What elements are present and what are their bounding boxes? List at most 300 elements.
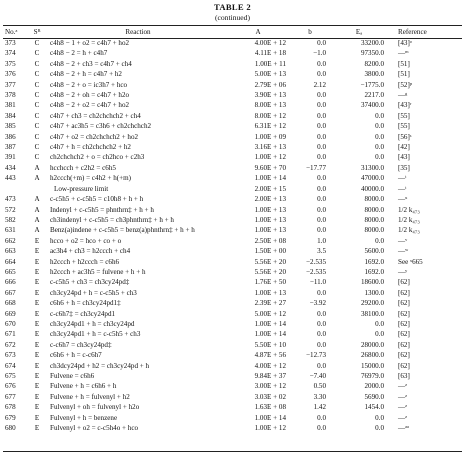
cell-a: 1.00E + 13 xyxy=(254,205,286,214)
cell-b: 0.0 xyxy=(317,132,326,141)
cell-ea: −1775.0 xyxy=(360,80,384,89)
cell-reaction: c4h8 − 2 + h = c4h7 + h2 xyxy=(50,70,122,79)
table-row xyxy=(3,205,462,215)
cell-reference: —ᵗ xyxy=(398,184,407,193)
cell-s: E xyxy=(34,392,40,401)
cell-ea: 0.0 xyxy=(375,413,384,422)
cell-reference: 1/2 k₄₇₃ xyxy=(398,205,420,214)
cell-b: 0.0 xyxy=(317,195,326,204)
cell-no: 384 xyxy=(5,111,16,120)
cell-no: 663 xyxy=(5,247,16,256)
cell-ea: 18600.0 xyxy=(360,278,384,287)
cell-reaction: Fulvene + h = c6h6 + h xyxy=(50,382,117,391)
cell-b: 2.12 xyxy=(313,80,326,89)
cell-no: 668 xyxy=(5,299,16,308)
cell-s xyxy=(28,184,46,194)
cell-reaction: Benz(a)indene + c-c5h5 = benz(a)phnthrn‡ + h + h xyxy=(50,226,195,235)
cell-reaction: Indenyl + c-c5h5 = phnthrn‡ + h + h xyxy=(50,205,154,214)
cell-reference: —ᶻ xyxy=(398,403,408,412)
cell-no: 376 xyxy=(5,70,16,79)
cell-s: E xyxy=(34,288,40,297)
cell-b: 1.42 xyxy=(313,403,326,412)
cell-b: 0.0 xyxy=(317,319,326,328)
cell-ea: 0.0 xyxy=(375,319,384,328)
cell-a: 1.50E + 00 xyxy=(254,247,286,256)
cell-s: C xyxy=(34,122,40,131)
cell-reaction: Fulvenyl + h = benzene xyxy=(50,413,118,422)
cell-ea: 28000.0 xyxy=(360,340,384,349)
table-row xyxy=(3,288,462,298)
cell-b: 0.0 xyxy=(317,184,326,193)
cell-reaction: c4h7 + h = ch2chchch2 + h2 xyxy=(50,143,131,152)
cell-no: 667 xyxy=(5,288,16,297)
cell-ea: 33200.0 xyxy=(360,39,384,47)
cell-no: 443 xyxy=(5,174,16,183)
table-row xyxy=(3,257,462,267)
cell-b: 3.30 xyxy=(313,392,326,401)
table-body xyxy=(3,38,462,433)
cell-b: 0.0 xyxy=(317,309,326,318)
cell-b: 0.0 xyxy=(317,143,326,152)
cell-ea: 1454.0 xyxy=(364,403,384,412)
table-row xyxy=(3,392,462,402)
cell-no: 434 xyxy=(5,163,16,172)
cell-s: E xyxy=(34,403,40,412)
cell-a: 9.60E + 70 xyxy=(254,163,286,172)
cell-reaction: c6h6 + h = ch3cy24pd1‡ xyxy=(50,299,121,308)
cell-no: 675 xyxy=(5,372,16,380)
cell-no: 391 xyxy=(5,153,16,162)
cell-b: 0.0 xyxy=(317,288,326,297)
cell-reference: —ᶻ xyxy=(398,382,408,391)
cell-ea: 0.0 xyxy=(375,153,384,162)
cell-reaction: c4h8 − 2 + o2 = c4h7 + ho2 xyxy=(50,101,130,110)
cell-no: 678 xyxy=(5,403,16,412)
cell-reaction: c4h8 − 2 = h + c4h7 xyxy=(50,49,108,58)
cell-no: 662 xyxy=(5,236,16,245)
table-row xyxy=(3,246,462,256)
cell-reference: —ᵛ xyxy=(398,236,408,245)
cell-s: E xyxy=(34,351,40,360)
cell-reference: [62] xyxy=(398,340,410,349)
cell-ea: 47000.0 xyxy=(360,174,384,183)
table-row xyxy=(3,423,462,433)
cell-reaction: ch3indenyl + c-c5h5 = ch3phnthrn‡ + h + h xyxy=(50,215,174,224)
table-row xyxy=(3,277,462,287)
cell-ea: 3800.0 xyxy=(364,70,384,79)
cell-no: 375 xyxy=(5,59,16,68)
cell-a: 1.00E + 14 xyxy=(254,174,286,183)
cell-reaction: ch3cy24pd1 + h = c-c5h5 + ch3 xyxy=(50,330,141,339)
cell-reference: —ᶻ xyxy=(398,413,408,422)
cell-a: 1.76E + 50 xyxy=(254,278,286,287)
cell-s: E xyxy=(34,340,40,349)
cell-no: 677 xyxy=(5,392,16,401)
cell-no: 666 xyxy=(5,278,16,287)
cell-a: 5.50E + 10 xyxy=(254,340,286,349)
cell-a: 3.00E + 12 xyxy=(254,382,286,391)
cell-a: 4.00E + 12 xyxy=(254,39,286,47)
cell-s: C xyxy=(34,132,40,141)
cell-reference: [43]ᵒ xyxy=(398,39,412,47)
cell-b: 0.0 xyxy=(317,340,326,349)
cell-b: 0.0 xyxy=(317,39,326,47)
table-row xyxy=(3,100,462,110)
cell-no: 386 xyxy=(5,132,16,141)
cell-reference: [43] xyxy=(398,153,410,162)
cell-a: 5.56E + 20 xyxy=(254,257,286,266)
cell-reaction: c4h8 − 2 + o = ic3h7 + hco xyxy=(50,80,128,89)
cell-a: 1.00E + 12 xyxy=(254,153,286,162)
cell-reference: [62] xyxy=(398,330,410,339)
cell-b: 0.0 xyxy=(317,153,326,162)
cell-a: 1.63E + 08 xyxy=(254,403,286,412)
cell-reaction: hcco + o2 = hco + co + o xyxy=(50,236,122,245)
cell-no: 473 xyxy=(5,195,16,204)
cell-reaction: ch3cy24pd + h = c-c5h5 + ch3 xyxy=(50,288,137,297)
table-row xyxy=(3,69,462,79)
cell-reference: [62] xyxy=(398,351,410,360)
cell-s: C xyxy=(34,111,40,120)
cell-reference: —ᵗ xyxy=(398,174,407,183)
cell-s: E xyxy=(34,247,40,256)
cell-reference: 1/2 k₄₇₃ xyxy=(398,226,420,235)
cell-no: 672 xyxy=(5,340,16,349)
header-row xyxy=(3,26,462,38)
cell-ea: 0.0 xyxy=(375,143,384,152)
cell-reference: [62] xyxy=(398,319,410,328)
cell-ea: 0.0 xyxy=(375,330,384,339)
cell-s: A xyxy=(34,174,40,183)
cell-a: 5.00E + 13 xyxy=(254,70,286,79)
cell-ea: 0.0 xyxy=(375,122,384,131)
cell-reference: —ᵍ xyxy=(398,91,408,100)
cell-s: C xyxy=(34,49,40,58)
cell-reaction: h2ccch(+m) = c4h2 + h(+m) xyxy=(50,174,132,183)
cell-b: 0.0 xyxy=(317,59,326,68)
table-row xyxy=(3,350,462,360)
table-row xyxy=(3,329,462,339)
table-row xyxy=(3,163,462,173)
cell-b: −3.92 xyxy=(309,299,326,308)
cell-a: 1.00E + 09 xyxy=(254,132,286,141)
cell-ea: 15000.0 xyxy=(360,361,384,370)
cell-a: 2.00E + 15 xyxy=(254,184,286,193)
table-row xyxy=(3,215,462,225)
cell-ea: 37400.0 xyxy=(360,101,384,110)
header-reference: Reference xyxy=(398,27,427,36)
cell-ea: 0.0 xyxy=(375,111,384,120)
cell-reference: [51] xyxy=(398,59,410,68)
table-row xyxy=(3,413,462,423)
cell-reaction: c-c6h7‡ = ch3cy24pd1 xyxy=(50,309,116,318)
cell-no: 377 xyxy=(5,80,16,89)
cell-b: 0.0 xyxy=(317,70,326,79)
cell-b: 0.0 xyxy=(317,111,326,120)
cell-a: 3.16E + 13 xyxy=(254,143,286,152)
cell-s: C xyxy=(34,101,40,110)
cell-a: 3.03E + 02 xyxy=(254,392,286,401)
table-row xyxy=(3,194,462,204)
cell-no: 669 xyxy=(5,309,16,318)
cell-reaction: c-c6h7 = ch3cy24pd‡ xyxy=(50,340,112,349)
cell-s: E xyxy=(34,361,40,370)
cell-reaction: c4h8 − 2 + ch3 = c4h7 + ch4 xyxy=(50,59,132,68)
cell-reference: [55] xyxy=(398,111,410,120)
cell-ea: 1692.0 xyxy=(364,267,384,276)
table-title: TABLE 2 xyxy=(213,2,252,12)
cell-a: 1.00E + 14 xyxy=(254,330,286,339)
cell-no: 631 xyxy=(5,226,16,235)
cell-s: E xyxy=(34,257,40,266)
cell-b: 0.0 xyxy=(317,413,326,422)
cell-s: E xyxy=(34,330,40,339)
cell-ea: 0.0 xyxy=(375,132,384,141)
cell-ea: 8000.0 xyxy=(364,226,384,235)
table-row xyxy=(3,173,462,183)
cell-a: 1.00E + 12 xyxy=(254,424,286,433)
cell-b: 0.0 xyxy=(317,361,326,370)
cell-b: 0.0 xyxy=(317,205,326,214)
table-row xyxy=(3,38,462,48)
cell-reaction: Fulvenyl + oh = fulvenyl + h2o xyxy=(50,403,140,412)
cell-no: 664 xyxy=(5,257,16,266)
cell-ea: 40000.0 xyxy=(360,184,384,193)
cell-reference: [51] xyxy=(398,70,410,79)
table-row xyxy=(3,121,462,131)
cell-b: −11.0 xyxy=(309,278,326,287)
cell-ea: 8000.0 xyxy=(364,205,384,214)
cell-ea: 76979.0 xyxy=(360,372,384,380)
cell-s: E xyxy=(34,299,40,308)
cell-reaction: c-c5h5 + c-c5h5 = c10h8 + h + h xyxy=(50,195,144,204)
cell-ea: 1692.0 xyxy=(364,257,384,266)
cell-a: 2.00E + 13 xyxy=(254,195,286,204)
cell-a: 8.00E + 12 xyxy=(254,111,286,120)
table-row xyxy=(3,225,462,235)
cell-reference: [62] xyxy=(398,309,410,318)
cell-reaction: c4h8 − 1 + o2 = c4h7 + ho2 xyxy=(50,39,130,47)
cell-s: A xyxy=(34,163,40,172)
cell-s: C xyxy=(34,153,40,162)
table-row xyxy=(3,132,462,142)
cell-ea: 31300.0 xyxy=(360,163,384,172)
cell-reference: See ˣ665 xyxy=(398,257,423,266)
table-row xyxy=(3,319,462,329)
header-no: No.ᵃ xyxy=(5,27,18,36)
table-row xyxy=(3,90,462,100)
cell-a: 3.90E + 13 xyxy=(254,91,286,100)
table-row xyxy=(3,184,462,194)
cell-b: −17.77 xyxy=(306,163,326,172)
cell-reaction: h2ccch + ac3h5 = fulvene + h + h xyxy=(50,267,146,276)
cell-reaction: ac3h4 + ch3 = h2ccch + ch4 xyxy=(50,247,131,256)
cell-ea: 5690.0 xyxy=(364,392,384,401)
cell-reference: —ʸ xyxy=(398,267,408,276)
cell-no: 582 xyxy=(5,215,16,224)
cell-b: 0.0 xyxy=(317,330,326,339)
cell-reaction: c-c5h5 + ch3 = ch3cy24pd‡ xyxy=(50,278,130,287)
header-a: A xyxy=(255,27,261,36)
table-row xyxy=(3,298,462,308)
cell-a: 1.00E + 13 xyxy=(254,288,286,297)
cell-no: 373 xyxy=(5,39,16,47)
cell-reference: —ᵘ xyxy=(398,195,408,204)
cell-reaction: c4h8 − 2 + oh = c4h7 + h2o xyxy=(50,91,130,100)
cell-a: 2.50E + 08 xyxy=(254,236,286,245)
cell-a: 8.00E + 13 xyxy=(254,101,286,110)
cell-reference: [62] xyxy=(398,361,410,370)
cell-no: 671 xyxy=(5,330,16,339)
cell-b: 1.0 xyxy=(317,236,326,245)
cell-a: 1.00E + 11 xyxy=(254,59,286,68)
cell-no: 673 xyxy=(5,351,16,360)
cell-reaction: ch3dcy24pd + h2 = ch3cy24pd + h xyxy=(50,361,150,370)
header-s: Sᴮ xyxy=(33,27,41,36)
cell-a: 1.00E + 14 xyxy=(254,413,286,422)
header-ea: Eₐ xyxy=(355,27,363,36)
cell-b: −2.535 xyxy=(306,257,326,266)
cell-reference: [62] xyxy=(398,299,410,308)
cell-reaction: c4h7 + ac3h5 = c3h6 + ch2chchch2 xyxy=(50,122,152,131)
cell-no: 385 xyxy=(5,122,16,131)
cell-ea: 2000.0 xyxy=(364,382,384,391)
cell-reference: [62] xyxy=(398,288,410,297)
cell-a: 4.11E + 18 xyxy=(254,49,286,58)
cell-b: 0.50 xyxy=(313,382,326,391)
cell-s: E xyxy=(34,319,40,328)
cell-reference: [52]ᵖ xyxy=(398,80,413,89)
cell-no: 674 xyxy=(5,361,16,370)
reaction-table xyxy=(3,26,462,433)
table-row xyxy=(3,267,462,277)
cell-s: E xyxy=(34,382,40,391)
cell-b: −12.73 xyxy=(306,351,326,360)
cell-ea: 8200.0 xyxy=(364,59,384,68)
cell-reference: [42] xyxy=(398,143,410,152)
cell-s: C xyxy=(34,59,40,68)
cell-reaction: c6h6 + h = c-c6h7 xyxy=(50,351,102,360)
cell-a: 1.00E + 13 xyxy=(254,215,286,224)
cell-ea: 97350.0 xyxy=(360,49,384,58)
cell-s: A xyxy=(34,195,40,204)
table-row xyxy=(3,402,462,412)
table-row xyxy=(3,381,462,391)
table-row xyxy=(3,142,462,152)
cell-ea: 1300.0 xyxy=(364,288,384,297)
cell-s: A xyxy=(34,205,40,214)
cell-no: 676 xyxy=(5,382,16,391)
table-row xyxy=(3,309,462,319)
cell-s: C xyxy=(34,70,40,79)
cell-reaction: h2ccch + h2ccch = c6h6 xyxy=(50,257,120,266)
cell-a: 1.00E + 13 xyxy=(254,226,286,235)
cell-no: 374 xyxy=(5,49,16,58)
cell-no: 378 xyxy=(5,91,16,100)
cell-b: 0.0 xyxy=(317,424,326,433)
cell-reaction: ch3cy24pd1 + h = ch3cy24pd xyxy=(50,319,135,328)
cell-reference: [55] xyxy=(398,122,410,131)
cell-reference: —ʷ xyxy=(398,247,409,256)
cell-b: −1.0 xyxy=(313,49,326,58)
cell-b: 3.5 xyxy=(317,247,326,256)
cell-reaction: hcchcch + c2h2 = c6h5 xyxy=(50,163,116,172)
cell-b: 0.0 xyxy=(317,174,326,183)
cell-b: 0.0 xyxy=(317,101,326,110)
cell-reference: [63] xyxy=(398,372,410,380)
cell-ea: 2217.0 xyxy=(364,91,384,100)
cell-reaction: ch2chchch2 + o = ch2hco + c2h3 xyxy=(50,153,145,162)
cell-no: 572 xyxy=(5,205,16,214)
cell-b: 0.0 xyxy=(317,226,326,235)
cell-reference: [35] xyxy=(398,163,410,172)
cell-ea: 8000.0 xyxy=(364,215,384,224)
cell-s: E xyxy=(34,278,40,287)
cell-ea: 0.0 xyxy=(375,424,384,433)
cell-a: 2.79E + 06 xyxy=(254,80,286,89)
cell-reference: —ᵃᵃ xyxy=(398,424,409,433)
header-reaction: Reaction xyxy=(125,27,151,36)
cell-ea: 8000.0 xyxy=(364,195,384,204)
cell-ea: 29200.0 xyxy=(360,299,384,308)
cell-s: E xyxy=(34,413,40,422)
table-row xyxy=(3,236,462,246)
cell-no: 387 xyxy=(5,143,16,152)
cell-no: 665 xyxy=(5,267,16,276)
cell-no xyxy=(3,184,28,194)
cell-no: 680 xyxy=(5,424,16,433)
cell-s: E xyxy=(34,309,40,318)
cell-reaction: Fulvene = c6h6 xyxy=(50,372,95,380)
cell-reaction: c4h7 + o2 = ch2chchch2 + ho2 xyxy=(50,132,139,141)
table-row xyxy=(3,340,462,350)
cell-a: 5.00E + 12 xyxy=(254,309,286,318)
cell-a: 2.39E + 27 xyxy=(254,299,286,308)
cell-b: 0.0 xyxy=(317,215,326,224)
cell-s: E xyxy=(34,267,40,276)
table-row xyxy=(3,371,462,381)
cell-reference: [43]ʳ xyxy=(398,101,412,110)
cell-a: 6.31E + 12 xyxy=(254,122,286,131)
cell-reference: —ᶻ xyxy=(398,392,408,401)
cell-ea: 26800.0 xyxy=(360,351,384,360)
cell-s: C xyxy=(34,80,40,89)
table-subtitle: (continued) xyxy=(214,13,250,22)
cell-reaction: Fulvene + h = fulvenyl + h2 xyxy=(50,392,130,401)
cell-b: 0.0 xyxy=(317,91,326,100)
cell-s: E xyxy=(34,372,40,380)
cell-reference: —ᵐ xyxy=(398,49,409,58)
cell-b: 0.0 xyxy=(317,122,326,131)
cell-reaction: c4h7 + ch3 = ch2chchch2 + ch4 xyxy=(50,111,141,120)
table-row xyxy=(3,361,462,371)
table-row xyxy=(3,152,462,162)
cell-s: A xyxy=(34,215,40,224)
cell-s: E xyxy=(34,424,40,433)
cell-reference: 1/2 k₄₇₃ xyxy=(398,215,420,224)
cell-s: C xyxy=(34,39,40,47)
cell-reaction: Fulvenyl + o2 = c-c5h4o + hco xyxy=(50,424,139,433)
table-row xyxy=(3,80,462,90)
bottom-rule xyxy=(3,451,462,452)
cell-ea: 0.0 xyxy=(375,236,384,245)
cell-a: 4.87E + 56 xyxy=(254,351,286,360)
cell-s: C xyxy=(34,91,40,100)
cell-reference: [56]ˢ xyxy=(398,132,412,141)
table-row xyxy=(3,48,462,58)
cell-ea: 5600.0 xyxy=(364,247,384,256)
cell-b: −7.40 xyxy=(309,372,326,380)
